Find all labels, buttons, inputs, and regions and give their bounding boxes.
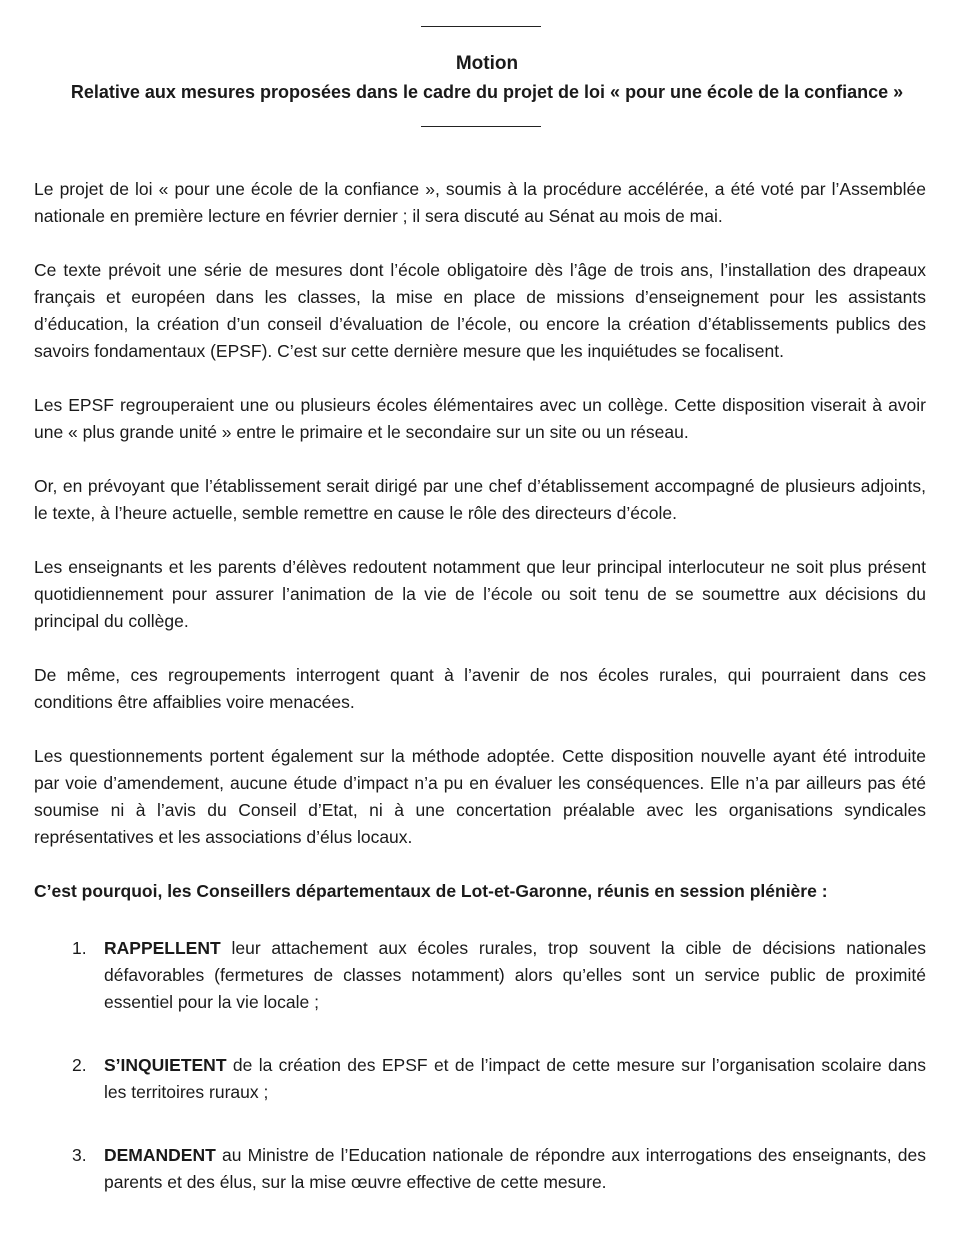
- paragraph-method: Les questionnements portent également sur la méthode adoptée. Cette disposition nouvelle ayant été introduite par voie d’amendement, aucune étude d’impact n’a pu en évaluer les conséquences. Elle n’a par ailleurs pas été soumise ni à l’avis du Conseil d’Etat, ni à une concertation préalable avec les organisations syndicales représentatives et les associations d’élus locaux.: [34, 746, 926, 847]
- decision-text: leur attachement aux écoles rurales, trop souvent la cible de décisions nationales défavorables (fermetures de classes notamment) alors qu’elles sont un service public de proximité essentiel pour la vie locale ;: [104, 938, 926, 1012]
- paragraph-measures: Ce texte prévoit une série de mesures dont l’école obligatoire dès l’âge de trois ans, l’installation des drapeaux français et européen dans les classes, la mise en place de missions d’enseignement pour les assistants d’éducation, la création d’un conseil d’évaluation de l’école, ou encore la création d’établissements publics des savoirs fondamentaux (EPSF). C’est sur cette dernière mesure que les inquiétudes se focalisent.: [34, 260, 926, 361]
- decision-number: 3.: [72, 1145, 87, 1165]
- motion-body: [34, 176, 926, 1232]
- title-rule-bottom: [421, 126, 541, 127]
- paragraph-rural-schools: De même, ces regroupements interrogent quant à l’avenir de nos écoles rurales, qui pourraient dans ces conditions être affaiblies voire menacées.: [34, 665, 926, 712]
- decision-number: 2.: [72, 1055, 87, 1075]
- decision-item: [34, 1142, 926, 1196]
- decision-text: au Ministre de l’Education nationale de répondre aux interrogations des enseignants, des parents et des élus, sur la mise œuvre effective de cette mesure.: [104, 1145, 926, 1192]
- page-subtitle: Relative aux mesures proposées dans le cadre du projet de loi « pour une école de la confiance »: [70, 82, 904, 102]
- page-title: Motion: [455, 53, 519, 74]
- decision-number: 1.: [72, 938, 87, 958]
- paragraph-concerns: Les enseignants et les parents d’élèves redoutent notamment que leur principal interlocuteur ne soit plus présent quotidiennement pour assurer l’animation de la vie de l’école ou soit tenu de se soumettre aux décisions du principal du collège.: [34, 557, 926, 631]
- paragraph-direction: Or, en prévoyant que l’établissement serait dirigé par une chef d’établissement accompagné de plusieurs adjoints, le texte, à l’heure actuelle, semble remettre en cause le rôle des directeurs d’école.: [34, 476, 926, 523]
- decision-list: [34, 935, 926, 1196]
- paragraph-context: Le projet de loi « pour une école de la confiance », soumis à la procédure accélérée, a été voté par l’Assemblée nationale en première lecture en février dernier ; il sera discuté au Sénat au mois de mai.: [34, 179, 926, 226]
- decision-item: [34, 1052, 926, 1106]
- title-rule-top: [421, 26, 541, 27]
- decision-verb: S’INQUIETENT: [104, 1055, 227, 1075]
- decision-text: de la création des EPSF et de l’impact de cette mesure sur l’organisation scolaire dans les territoires ruraux ;: [104, 1055, 926, 1102]
- decision-item: [34, 935, 926, 1016]
- decision-verb: DEMANDENT: [104, 1145, 216, 1165]
- resolution-lead: C’est pourquoi, les Conseillers départementaux de Lot-et-Garonne, réunis en session plénière :: [34, 881, 828, 901]
- paragraph-epsf: Les EPSF regrouperaient une ou plusieurs écoles élémentaires avec un collège. Cette disposition viserait à avoir une « plus grande unité » entre le primaire et le secondaire sur un site ou un réseau.: [34, 395, 926, 442]
- decision-verb: RAPPELLENT: [104, 938, 221, 958]
